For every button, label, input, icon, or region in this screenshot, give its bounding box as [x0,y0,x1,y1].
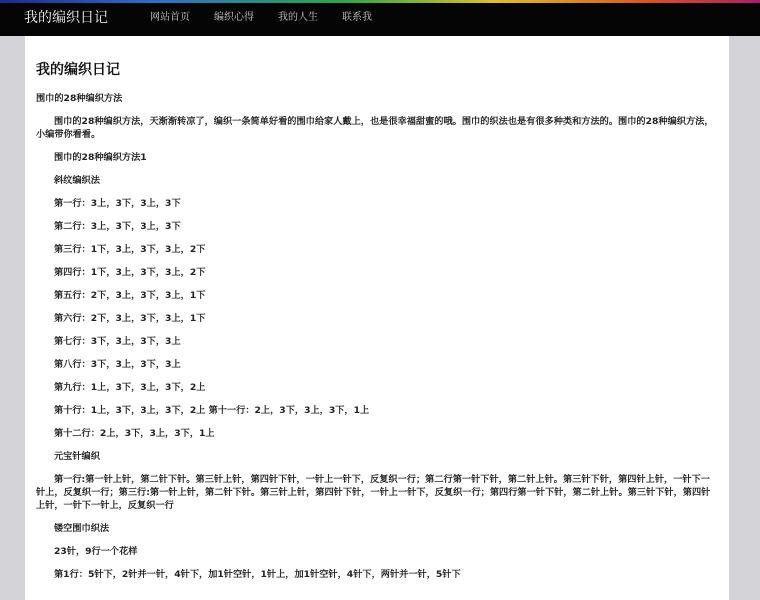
twill-row-6: 第六行：2下，3上，3下，3上，1下 [54,313,206,324]
twill-row-5: 第五行：2下，3上，3下，3上，1下 [54,290,206,301]
twill-row-4: 第四行：1下，3上，3下，3上，2下 [54,267,206,278]
nav-item-my-life[interactable]: 我的人生 [278,12,318,23]
site-title-link[interactable]: 我的编织日记 [24,10,108,26]
nav-item-contact[interactable]: 联系我 [342,12,372,23]
hollow-note: 23针，9行一个花样 [54,546,138,557]
article-intro: 围巾的28种编织方法，天渐渐转凉了，编织一条简单好看的围巾给家人戴上，也是很幸福甜蜜的哦。围巾的织法也是有很多种类和方法的。围巾的28种编织方法，小编带你看看。 [36,116,714,140]
twill-row-9: 第九行：1上，3下，3上，3下，2上 [54,382,206,393]
top-navigation-bar [0,0,760,36]
twill-row-7: 第七行：3下，3上，3下，3上 [54,336,181,347]
twill-row-8: 第八行：3下，3上，3下，3上 [54,359,181,370]
main-nav [150,12,396,24]
twill-row-1: 第一行：3上，3下，3上，3下 [54,198,181,209]
nav-item-home[interactable]: 网站首页 [150,12,190,23]
method1-heading: 围巾的28种编织方法1 [54,152,147,163]
twill-row-12: 第十二行：2上，3下，3上，3下，1上 [54,428,215,439]
twill-row-2: 第二行：3上，3下，3上，3下 [54,221,181,232]
hollow-heading: 镂空围巾织法 [54,523,110,534]
page-title: 我的编织日记 [36,62,120,78]
hollow-row-1: 第1行：5针下，2针并一针，4针下，加1针空针，1针上，加1针空针，4针下，两针并一针，5针下 [54,569,461,580]
nav-item-knitting-notes[interactable]: 编织心得 [214,12,254,23]
twill-row-10-11: 第十行：1上，3下，3上，3下，2上 第十一行：2上，3下，3上，3下，1上 [54,405,370,416]
yuanbao-text: 第一行:第一针上针，第二针下针。第三针上针，第四针下针，一针上一针下，反复织一行；第二行第一针下针，第二针上针。第三针下针，第四针上针，一针下一针上，反复织一行；第三行:第一针上针，第二针下针。第三针上针，第四针下针，一针上一针下，反复织一行；第四行第一针下针，第二针上针。第三针下针，第四针上针，一针下一针上，反复织一行 [36,474,711,511]
yuanbao-heading: 元宝针编织 [54,451,100,462]
rainbow-accent-strip [0,0,760,3]
twill-row-3: 第三行：1下，3上，3下，3上，2下 [54,244,206,255]
article-subtitle: 围巾的28种编织方法 [36,93,123,104]
twill-heading: 斜纹编织法 [54,175,100,186]
article-container [25,36,729,600]
